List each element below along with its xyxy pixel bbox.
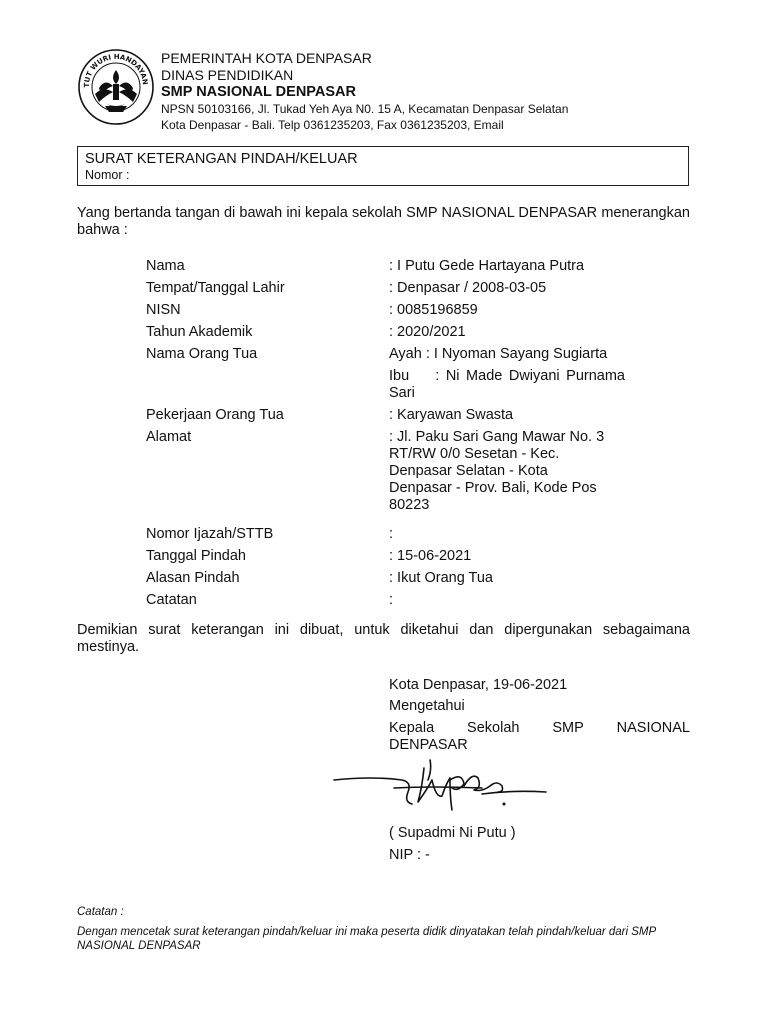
field-label: Tanggal Pindah xyxy=(146,548,246,564)
field-value: : xyxy=(389,592,394,608)
handwritten-signature xyxy=(332,758,550,822)
field-row-nama xyxy=(146,258,626,275)
field-value xyxy=(389,346,630,402)
letter-title-box xyxy=(77,146,689,186)
father-name: Ayah : I Nyoman Sayang Sugiarta xyxy=(389,346,608,362)
field-label: Alamat xyxy=(146,429,192,445)
note-body: Dengan mencetak surat keterangan pindah/keluar ini maka peserta didik dinyatakan telah pindah/keluar dari SMP NASIONAL DENPASAR xyxy=(77,926,656,952)
letter-title: SURAT KETERANGAN PINDAH/KELUAR xyxy=(85,151,358,167)
field-row-pekerjaan xyxy=(146,407,626,424)
field-value: : xyxy=(389,526,394,542)
field-value: : Ikut Orang Tua xyxy=(389,570,493,586)
role-word: SMP xyxy=(552,720,584,736)
closing-paragraph: Demikian surat keterangan ini dibuat, untuk diketahui dan dipergunakan sebagaimana mestinya. xyxy=(77,622,690,655)
field-label: NISN xyxy=(146,302,181,318)
intro-paragraph: Yang bertanda tangan di bawah ini kepala sekolah SMP NASIONAL DENPASAR menerangkan bahwa : xyxy=(77,205,690,238)
field-label: Nomor Ijazah/STTB xyxy=(146,526,274,542)
letterhead xyxy=(161,50,721,133)
field-value: : 2020/2021 xyxy=(389,324,466,340)
field-row-tahun xyxy=(146,324,626,341)
place-date: Kota Denpasar, 19-06-2021 xyxy=(389,677,568,693)
field-row-ttl xyxy=(146,280,626,297)
signer-role xyxy=(389,720,690,754)
field-label: Nama xyxy=(146,258,185,274)
role-word: Kepala xyxy=(389,720,435,736)
field-label: Catatan xyxy=(146,592,197,608)
field-row-alasan xyxy=(146,570,626,587)
field-row-nisn xyxy=(146,302,626,319)
signer-nip: NIP : - xyxy=(389,847,430,863)
logo-motto: TUT WURI HANDAYAN xyxy=(82,52,150,88)
mother-name: Ibu : Ni Made Dwiyani Purnama Sari xyxy=(389,368,630,401)
student-details xyxy=(146,258,630,614)
school-address-line1: NPSN 50103166, Jl. Tukad Yeh Aya N0. 15 A, Kecamatan Denpasar Selatan xyxy=(161,102,569,116)
signer-name: ( Supadmi Ni Putu ) xyxy=(389,825,516,841)
field-value: : Jl. Paku Sari Gang Mawar No. 3 RT/RW 0/0 Sesetan - Kec. Denpasar Selatan - Kota Denpasar - Prov. Bali, Kode Pos 80223 xyxy=(389,429,605,513)
role-word: Sekolah xyxy=(467,720,520,736)
acknowledged-label: Mengetahui xyxy=(389,698,465,714)
field-row-tanggal xyxy=(146,548,626,565)
field-label: Alasan Pindah xyxy=(146,570,240,586)
field-row-ortu xyxy=(146,346,630,402)
field-row-alamat xyxy=(146,429,626,514)
signer-role-line1 xyxy=(389,720,690,737)
government-name: PEMERINTAH KOTA DENPASAR xyxy=(161,50,372,66)
field-value: : Karyawan Swasta xyxy=(389,407,514,423)
note-heading: Catatan : xyxy=(77,906,124,918)
department-name: DINAS PENDIDIKAN xyxy=(161,67,294,83)
field-label: Tempat/Tanggal Lahir xyxy=(146,280,285,296)
field-label: Pekerjaan Orang Tua xyxy=(146,407,284,423)
field-row-ijazah xyxy=(146,526,626,543)
field-value: : 0085196859 xyxy=(389,302,478,318)
school-address-line2: Kota Denpasar - Bali. Telp 0361235203, Fax 0361235203, Email xyxy=(161,118,504,132)
role-word: NASIONAL xyxy=(616,720,690,736)
field-value: : Denpasar / 2008-03-05 xyxy=(389,280,547,296)
svg-text:TUT WURI HANDAYANI xyxy=(77,48,149,88)
field-row-catatan xyxy=(146,592,626,609)
field-value: : 15-06-2021 xyxy=(389,548,472,564)
tut-wuri-handayani-logo xyxy=(77,48,155,126)
field-label: Nama Orang Tua xyxy=(146,346,258,362)
field-label: Tahun Akademik xyxy=(146,324,253,340)
field-value: : I Putu Gede Hartayana Putra xyxy=(389,258,585,274)
signer-role-line2: DENPASAR xyxy=(389,737,468,753)
school-name: SMP NASIONAL DENPASAR xyxy=(161,84,356,100)
letter-number: Nomor : xyxy=(85,168,130,182)
